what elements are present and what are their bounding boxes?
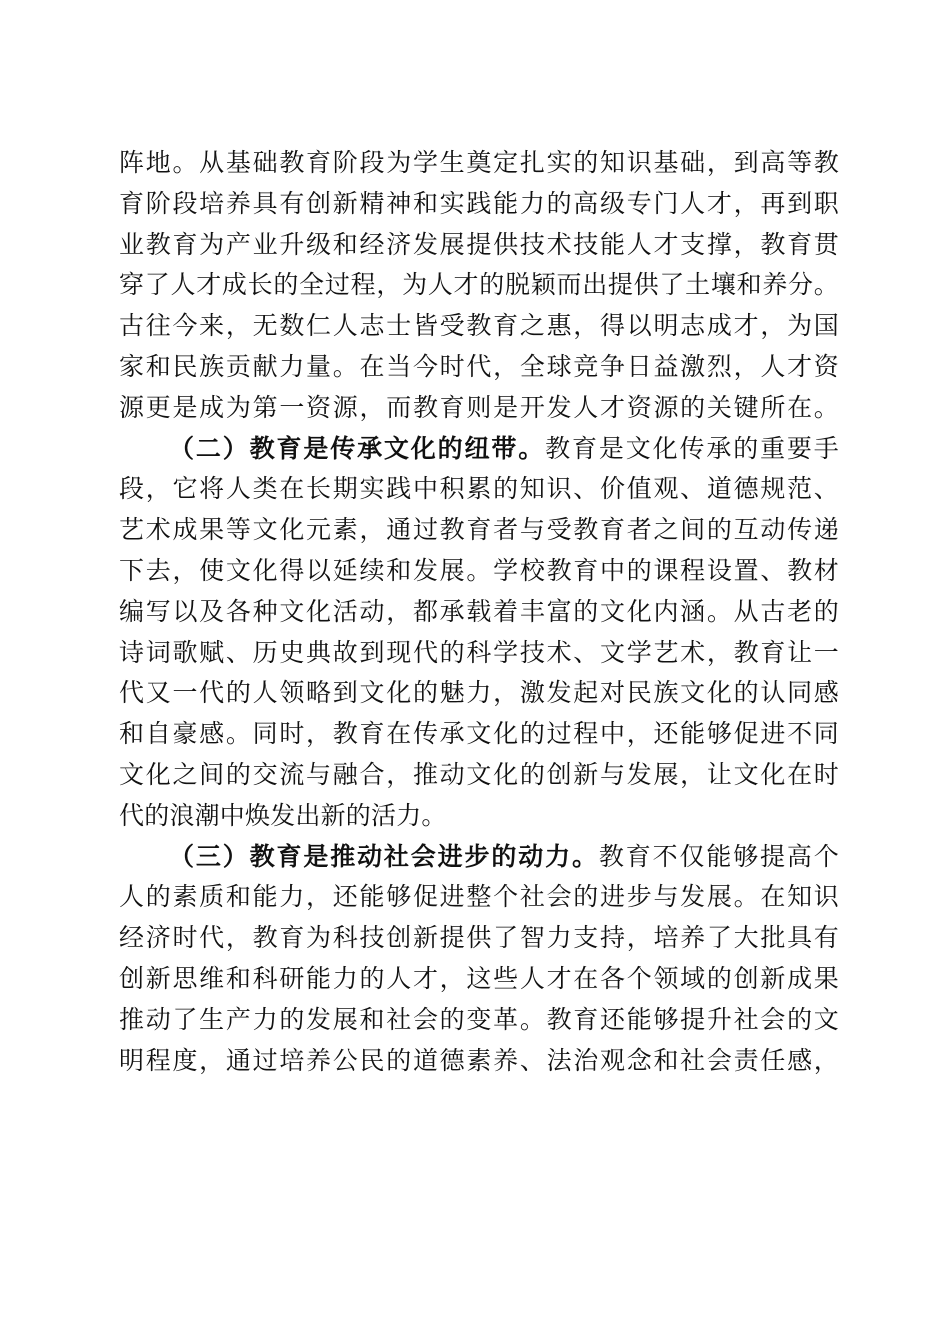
text-line: 穿了人才成长的全过程，为人才的脱颖而出提供了土壤和养分。 (119, 270, 839, 300)
text-line: 创新思维和科研能力的人才，这些人才在各个领域的创新成果 (119, 963, 839, 993)
text-line: 诗词歌赋、历史典故到现代的科学技术、文学艺术，教育让一 (119, 637, 839, 667)
text-line: 代又一代的人领略到文化的魅力，激发起对民族文化的认同感 (119, 678, 839, 708)
text-line: 代的浪潮中焕发出新的活力。 (119, 800, 447, 830)
text-line: 阵地。从基础教育阶段为学生奠定扎实的知识基础，到高等教 (119, 148, 839, 177)
text-line: 人的素质和能力，还能够促进整个社会的进步与发展。在知识 (119, 882, 839, 912)
text-line: 下去，使文化得以延续和发展。学校教育中的课程设置、教材 (119, 555, 839, 585)
text-line: 家和民族贡献力量。在当今时代，全球竞争日益激烈，人才资 (119, 351, 839, 381)
text-line: 古往今来，无数仁人志士皆受教育之惠，得以明志成才，为国 (119, 311, 839, 341)
text-line: 育阶段培养具有创新精神和实践能力的高级专门人才，再到职 (119, 188, 839, 218)
text-line: 源更是成为第一资源，而教育则是开发人才资源的关键所在。 (119, 392, 839, 422)
text-span: 教育是文化传承的重要手 (545, 433, 840, 463)
text-line: 和自豪感。同时，教育在传承文化的过程中，还能够促进不同 (119, 719, 839, 749)
body-text (119, 143, 839, 1081)
text-line: 艺术成果等文化元素，通过教育者与受教育者之间的互动传递 (119, 515, 839, 545)
text-line: 推动了生产力的发展和社会的变革。教育还能够提升社会的文 (119, 1004, 839, 1034)
text-line: 编写以及各种文化活动，都承载着丰富的文化内涵。从古老的 (119, 596, 839, 626)
text-line: 业教育为产业升级和经济发展提供技术技能人才支撑，教育贯 (119, 229, 839, 259)
text-line: 文化之间的交流与融合，推动文化的创新与发展，让文化在时 (119, 759, 839, 789)
text-span: 教育不仅能够提高个 (598, 841, 839, 871)
text-line: 经济时代，教育为科技创新提供了智力支持，培养了大批具有 (119, 923, 839, 953)
section-heading-3: （三）教育是推动社会进步的动力。 (169, 841, 599, 871)
paragraph-first-line (119, 837, 839, 878)
paragraph-first-line (119, 429, 839, 470)
text-line: 段，它将人类在长期实践中积累的知识、价值观、道德规范、 (119, 474, 839, 504)
text-line: 明程度，通过培养公民的道德素养、法治观念和社会责任感， (119, 1045, 839, 1075)
section-heading-2: （二）教育是传承文化的纽带。 (169, 433, 546, 463)
